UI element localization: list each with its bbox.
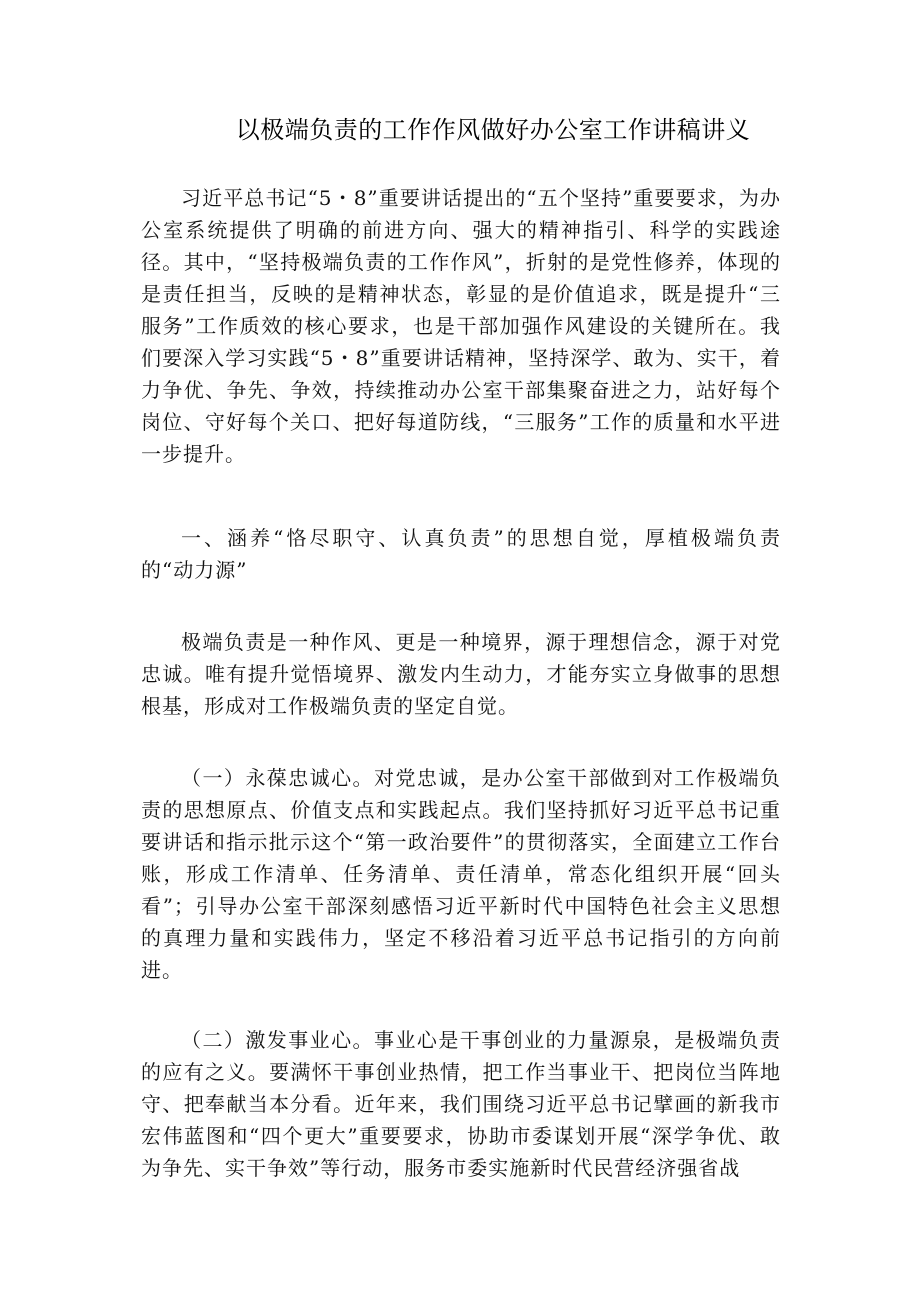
document-title: 以极端负责的工作作风做好办公室工作讲稿讲义 xyxy=(235,116,751,144)
intro-paragraph: 习近平总书记“5・8”重要讲话提出的“五个坚持”重要要求，为办公室系统提供了明确的前进方向、强大的精神指引、科学的实践途径。其中，“坚持极端负责的工作作风”，折射的是党性修养，体现的是责任担当，反映的是精神状态，彰显的是价值追求，既是提升“三服务”工作质效的核心要求，也是干部加强作风建设的关键所在。我们要深入学习实践“5・8”重要讲话精神，坚持深学、敢为、实干，着力争优、争先、争效，持续推动办公室干部集聚奋进之力，站好每个岗位、守好每个关口、把好每道防线，“三服务”工作的质量和水平进一步提升。 xyxy=(141,186,781,466)
subsection-2-paragraph: （二）激发事业心。事业心是干事创业的力量源泉，是极端负责的应有之义。要满怀干事创业热情，把工作当事业干、把岗位当阵地守、把奉献当本分看。近年来，我们围绕习近平总书记擘画的新我市宏伟蓝图和“四个更大”重要要求，协助市委谋划开展“深学争优、敢为争先、实干争效”等行动，服务市委实施新时代民营经济强省战 xyxy=(141,1028,781,1180)
subsection-1-paragraph: （一）永葆忠诚心。对党忠诚，是办公室干部做到对工作极端负责的思想原点、价值支点和实践起点。我们坚持抓好习近平总书记重要讲话和指示批示这个“第一政治要件”的贯彻落实，全面建立工作台账，形成工作清单、任务清单、责任清单，常态化组织开展“回头看”；引导办公室干部深刻感悟习近平新时代中国特色社会主义思想的真理力量和实践伟力，坚定不移沿着习近平总书记指引的方向前进。 xyxy=(141,766,781,982)
section-heading-1: 一、涵养“恪尽职守、认真负责”的思想自觉，厚植极端负责的“动力源” xyxy=(141,526,781,582)
section-1-paragraph: 极端负责是一种作风、更是一种境界，源于理想信念，源于对党忠诚。唯有提升觉悟境界、激发内生动力，才能夯实立身做事的思想根基，形成对工作极端负责的坚定自觉。 xyxy=(141,630,781,718)
